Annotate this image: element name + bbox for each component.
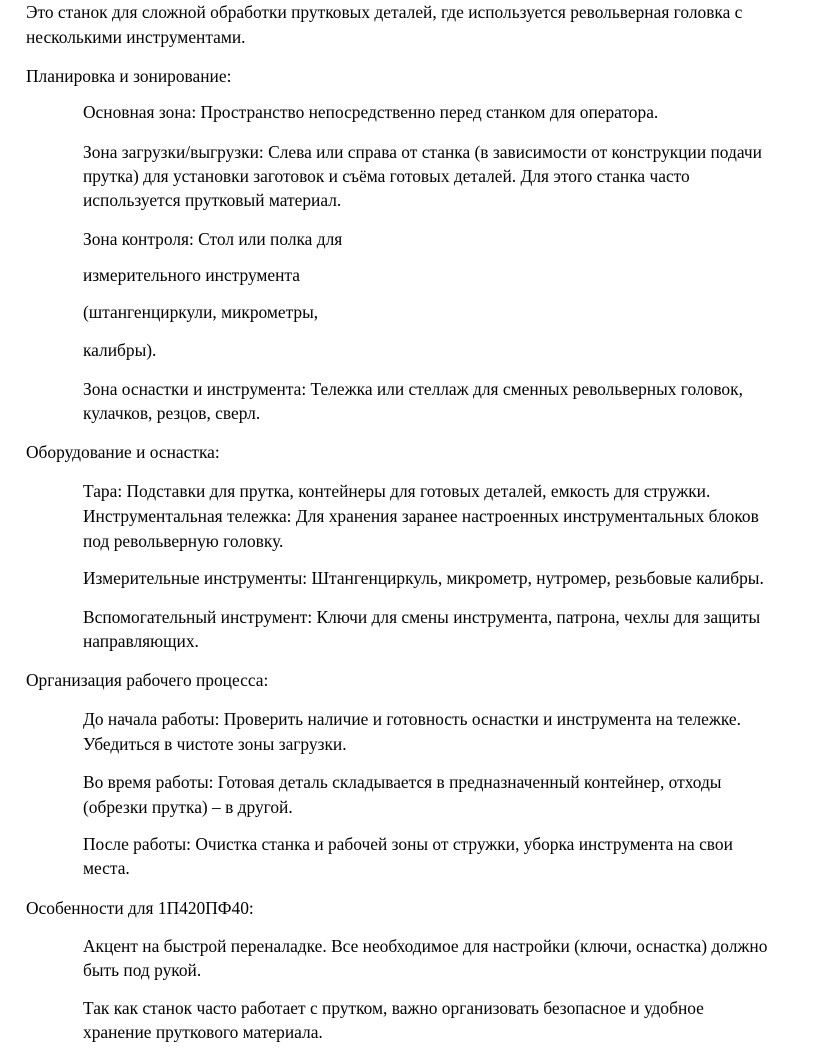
workflow-item-after-line-2: места. [83,858,130,878]
workflow-item-during-line-1: Во время работы: Готовая деталь складывается в предназначенный контейнер, отходы [83,772,722,792]
intro-line-1: Это станок для сложной обработки прутковых деталей, где используется револьверная головка с [26,2,743,22]
layout-item-main-zone: Основная зона: Пространство непосредственно перед станком для оператора. [83,102,659,122]
layout-item-loading-zone-line-2: прутка) для установки заготовок и съёма готовых деталей. Для этого станка часто [83,166,690,186]
section-heading-layout: Планировка и зонирование: [26,66,232,86]
equipment-item-containers-line-3: под револьверную головку. [83,531,284,551]
features-item-storage-line-2: хранение пруткового материала. [83,1022,323,1042]
layout-item-tooling-zone-line-2: кулачков, резцов, сверл. [83,403,261,423]
section-heading-features: Особенности для 1П420ПФ40: [26,898,254,918]
equipment-item-auxiliary-line-2: направляющих. [83,631,199,651]
section-heading-workflow: Организация рабочего процесса: [26,670,269,690]
layout-item-control-zone-cont-3: калибры). [83,340,157,360]
layout-item-control-zone: Зона контроля: Стол или полка для [83,229,343,249]
workflow-item-after-line-1: После работы: Очистка станка и рабочей зоны от стружки, уборка инструмента на свои [83,834,733,854]
section-heading-equipment: Оборудование и оснастка: [26,442,220,462]
layout-item-loading-zone-line-1: Зона загрузки/выгрузки: Слева или справа от станка (в зависимости от конструкции подачи [83,142,762,162]
layout-item-tooling-zone-line-1: Зона оснастки и инструмента: Тележка или стеллаж для сменных револьверных головок, [83,379,743,399]
equipment-item-containers-line-2: Инструментальная тележка: Для хранения заранее настроенных инструментальных блоков [83,506,759,526]
layout-item-control-zone-cont-1: измерительного инструмента [83,265,300,285]
workflow-item-before-line-2: Убедиться в чистоте зоны загрузки. [83,734,347,754]
features-item-changeover-line-1: Акцент на быстрой переналадке. Все необходимое для настройки (ключи, оснастка) должно [83,936,768,956]
equipment-item-measuring: Измерительные инструменты: Штангенциркуль, микрометр, нутромер, резьбовые калибры. [83,568,764,588]
intro-line-2: несколькими инструментами. [26,27,246,47]
workflow-item-during-line-2: (обрезки прутка) – в другой. [83,797,293,817]
equipment-item-containers-line-1: Тара: Подставки для прутка, контейнеры для готовых деталей, емкость для стружки. [83,481,711,501]
equipment-item-auxiliary-line-1: Вспомогательный инструмент: Ключи для смены инструмента, патрона, чехлы для защиты [83,607,761,627]
features-item-changeover-line-2: быть под рукой. [83,960,202,980]
layout-item-loading-zone-line-3: используется прутковый материал. [83,190,342,210]
features-item-storage-line-1: Так как станок часто работает с прутком, важно организовать безопасное и удобное [83,998,704,1018]
workflow-item-before-line-1: До начала работы: Проверить наличие и готовность оснастки и инструмента на тележке. [83,709,741,729]
layout-item-control-zone-cont-2: (штангенциркули, микрометры, [83,302,319,322]
